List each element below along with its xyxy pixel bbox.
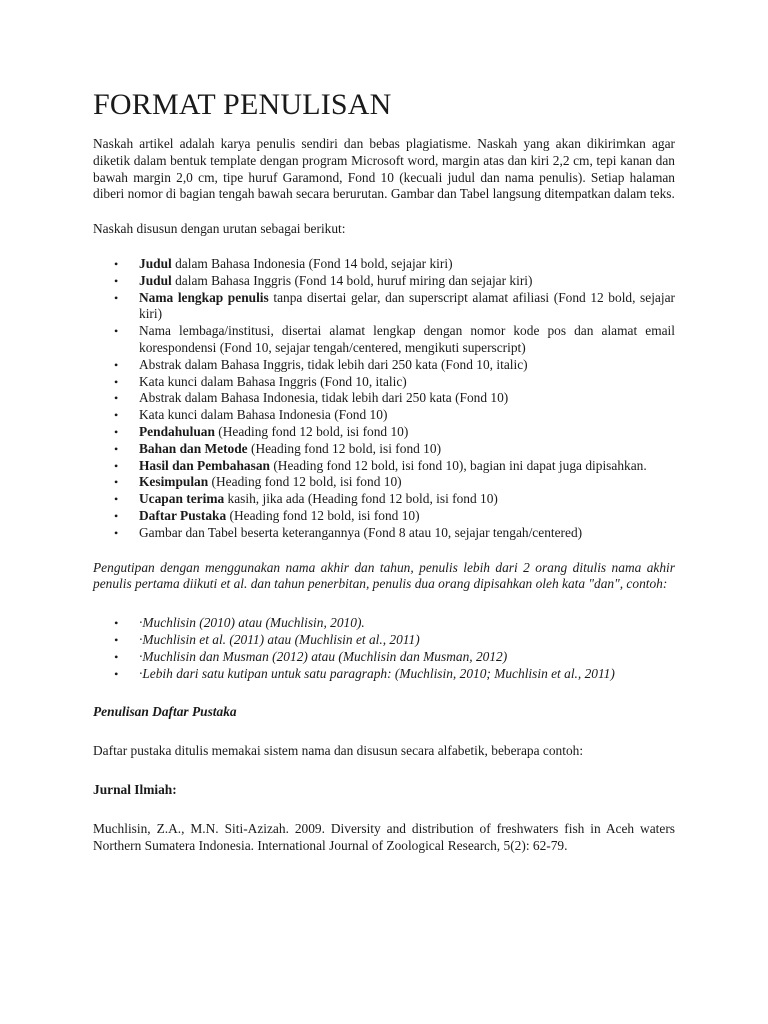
item-bold-label: Hasil dan Pembahasan [139,457,270,473]
list-item [93,525,675,542]
order-list [93,256,675,542]
list-item [93,508,675,525]
list-item: • ·Muchlisin dan Musman (2012) atau (Muchlisin dan Musman, 2012) [93,649,675,666]
journal-heading: Jurnal Ilmiah: [93,781,177,797]
item-text: Nama lembaga/institusi, disertai alamat lengkap dengan nomor kode pos dan alamat email korespondensi (Fond 10, sejajar tengah/centered, mengikuti superscript) [139,323,675,355]
list-item [93,458,675,475]
item-text: kasih, jika ada (Heading fond 12 bold, isi fond 10) [224,491,498,507]
biblio-intro: Daftar pustaka ditulis memakai sistem nama dan disusun secara alfabetik, beberapa contoh: [93,743,584,759]
item-text: Kata kunci dalam Bahasa Indonesia (Fond 10) [139,407,388,423]
item-text: (Heading fond 12 bold, isi fond 10) [226,507,420,523]
list-item [93,424,675,441]
item-bold-label: Bahan dan Metode [139,440,248,456]
list-item: • ·Lebih dari satu kutipan untuk satu paragraph: (Muchlisin, 2010; Muchlisin et al., 2011) [93,666,675,683]
list-item [93,441,675,458]
list-item [93,323,675,357]
list-item [93,256,675,273]
list-item: • ·Muchlisin (2010) atau (Muchlisin, 2010). [93,615,675,632]
intro-paragraph: Naskah artikel adalah karya penulis sendiri dan bebas plagiatisme. Naskah yang akan dikirimkan agar diketik dalam bentuk template dengan program Microsoft word, margin atas dan kiri 2,2 cm, tepi kanan dan bawah margin 2,0 cm, tipe huruf Garamond, Fond 10 (kecuali judul dan nama penulis). Setiap halaman diberi nomor di bagian tengah bawah secara berurutan. Gambar dan Tabel langsung ditempatkan dalam teks. [93,136,675,202]
list-item [93,273,675,290]
item-text: (Heading fond 12 bold, isi fond 10), bagian ini dapat juga dipisahkan. [269,457,647,473]
item-bold-label: Daftar Pustaka [139,507,227,523]
item-bold-label: Pendahuluan [139,423,215,439]
item-text: dalam Bahasa Inggris (Fond 14 bold, huruf miring dan sejajar kiri) [171,272,533,288]
item-bold-label: Judul [139,272,172,288]
page-title: FORMAT PENULISAN [93,88,392,121]
item-text: tanpa disertai gelar, dan superscript alamat afiliasi (Fond 12 bold, sejajar kiri) [139,289,675,322]
item-bold-label: Judul [139,255,172,271]
item-text: Abstrak dalam Bahasa Inggris, tidak lebih dari 250 kata (Fond 10, italic) [139,356,528,372]
item-text: (Heading fond 12 bold, isi fond 10) [214,423,409,439]
list-item [93,290,675,324]
citation-list [93,615,675,682]
item-bold-label: Ucapan terima [139,491,225,507]
item-bold-label: Kesimpulan [139,474,209,490]
biblio-heading: Penulisan Daftar Pustaka [93,704,237,720]
journal-example: Muchlisin, Z.A., M.N. Siti-Azizah. 2009. Diversity and distribution of freshwaters fish in Aceh waters Northern Sumatera Indonesia. International Journal of Zoological Research, 5(2): 62-79. [93,820,675,853]
list-item [93,374,675,391]
list-item: • ·Muchlisin et al. (2011) atau (Muchlisin et al., 2011) [93,632,675,649]
list-item [93,357,675,374]
item-text: Kata kunci dalam Bahasa Inggris (Fond 10, italic) [139,373,407,389]
item-text: Gambar dan Tabel beserta keterangannya (Fond 8 atau 10, sejajar tengah/centered) [139,524,583,540]
list-item [93,407,675,424]
item-text: Abstrak dalam Bahasa Indonesia, tidak lebih dari 250 kata (Fond 10) [139,390,509,406]
item-text: dalam Bahasa Indonesia (Fond 14 bold, sejajar kiri) [171,255,453,271]
item-text: (Heading fond 12 bold, isi fond 10) [208,474,402,490]
list-item [93,390,675,407]
item-bold-label: Nama lengkap penulis [139,289,269,305]
order-intro: Naskah disusun dengan urutan sebagai berikut: [93,221,346,237]
list-item [93,474,675,491]
list-item [93,491,675,508]
citation-intro: Pengutipan dengan menggunakan nama akhir dan tahun, penulis lebih dari 2 orang ditulis nama akhir penulis pertama diikuti et al. dan tahun penerbitan, penulis dua orang dipisahkan oleh kata "dan", contoh: [93,559,675,592]
item-text: (Heading fond 12 bold, isi fond 10) [247,440,442,456]
